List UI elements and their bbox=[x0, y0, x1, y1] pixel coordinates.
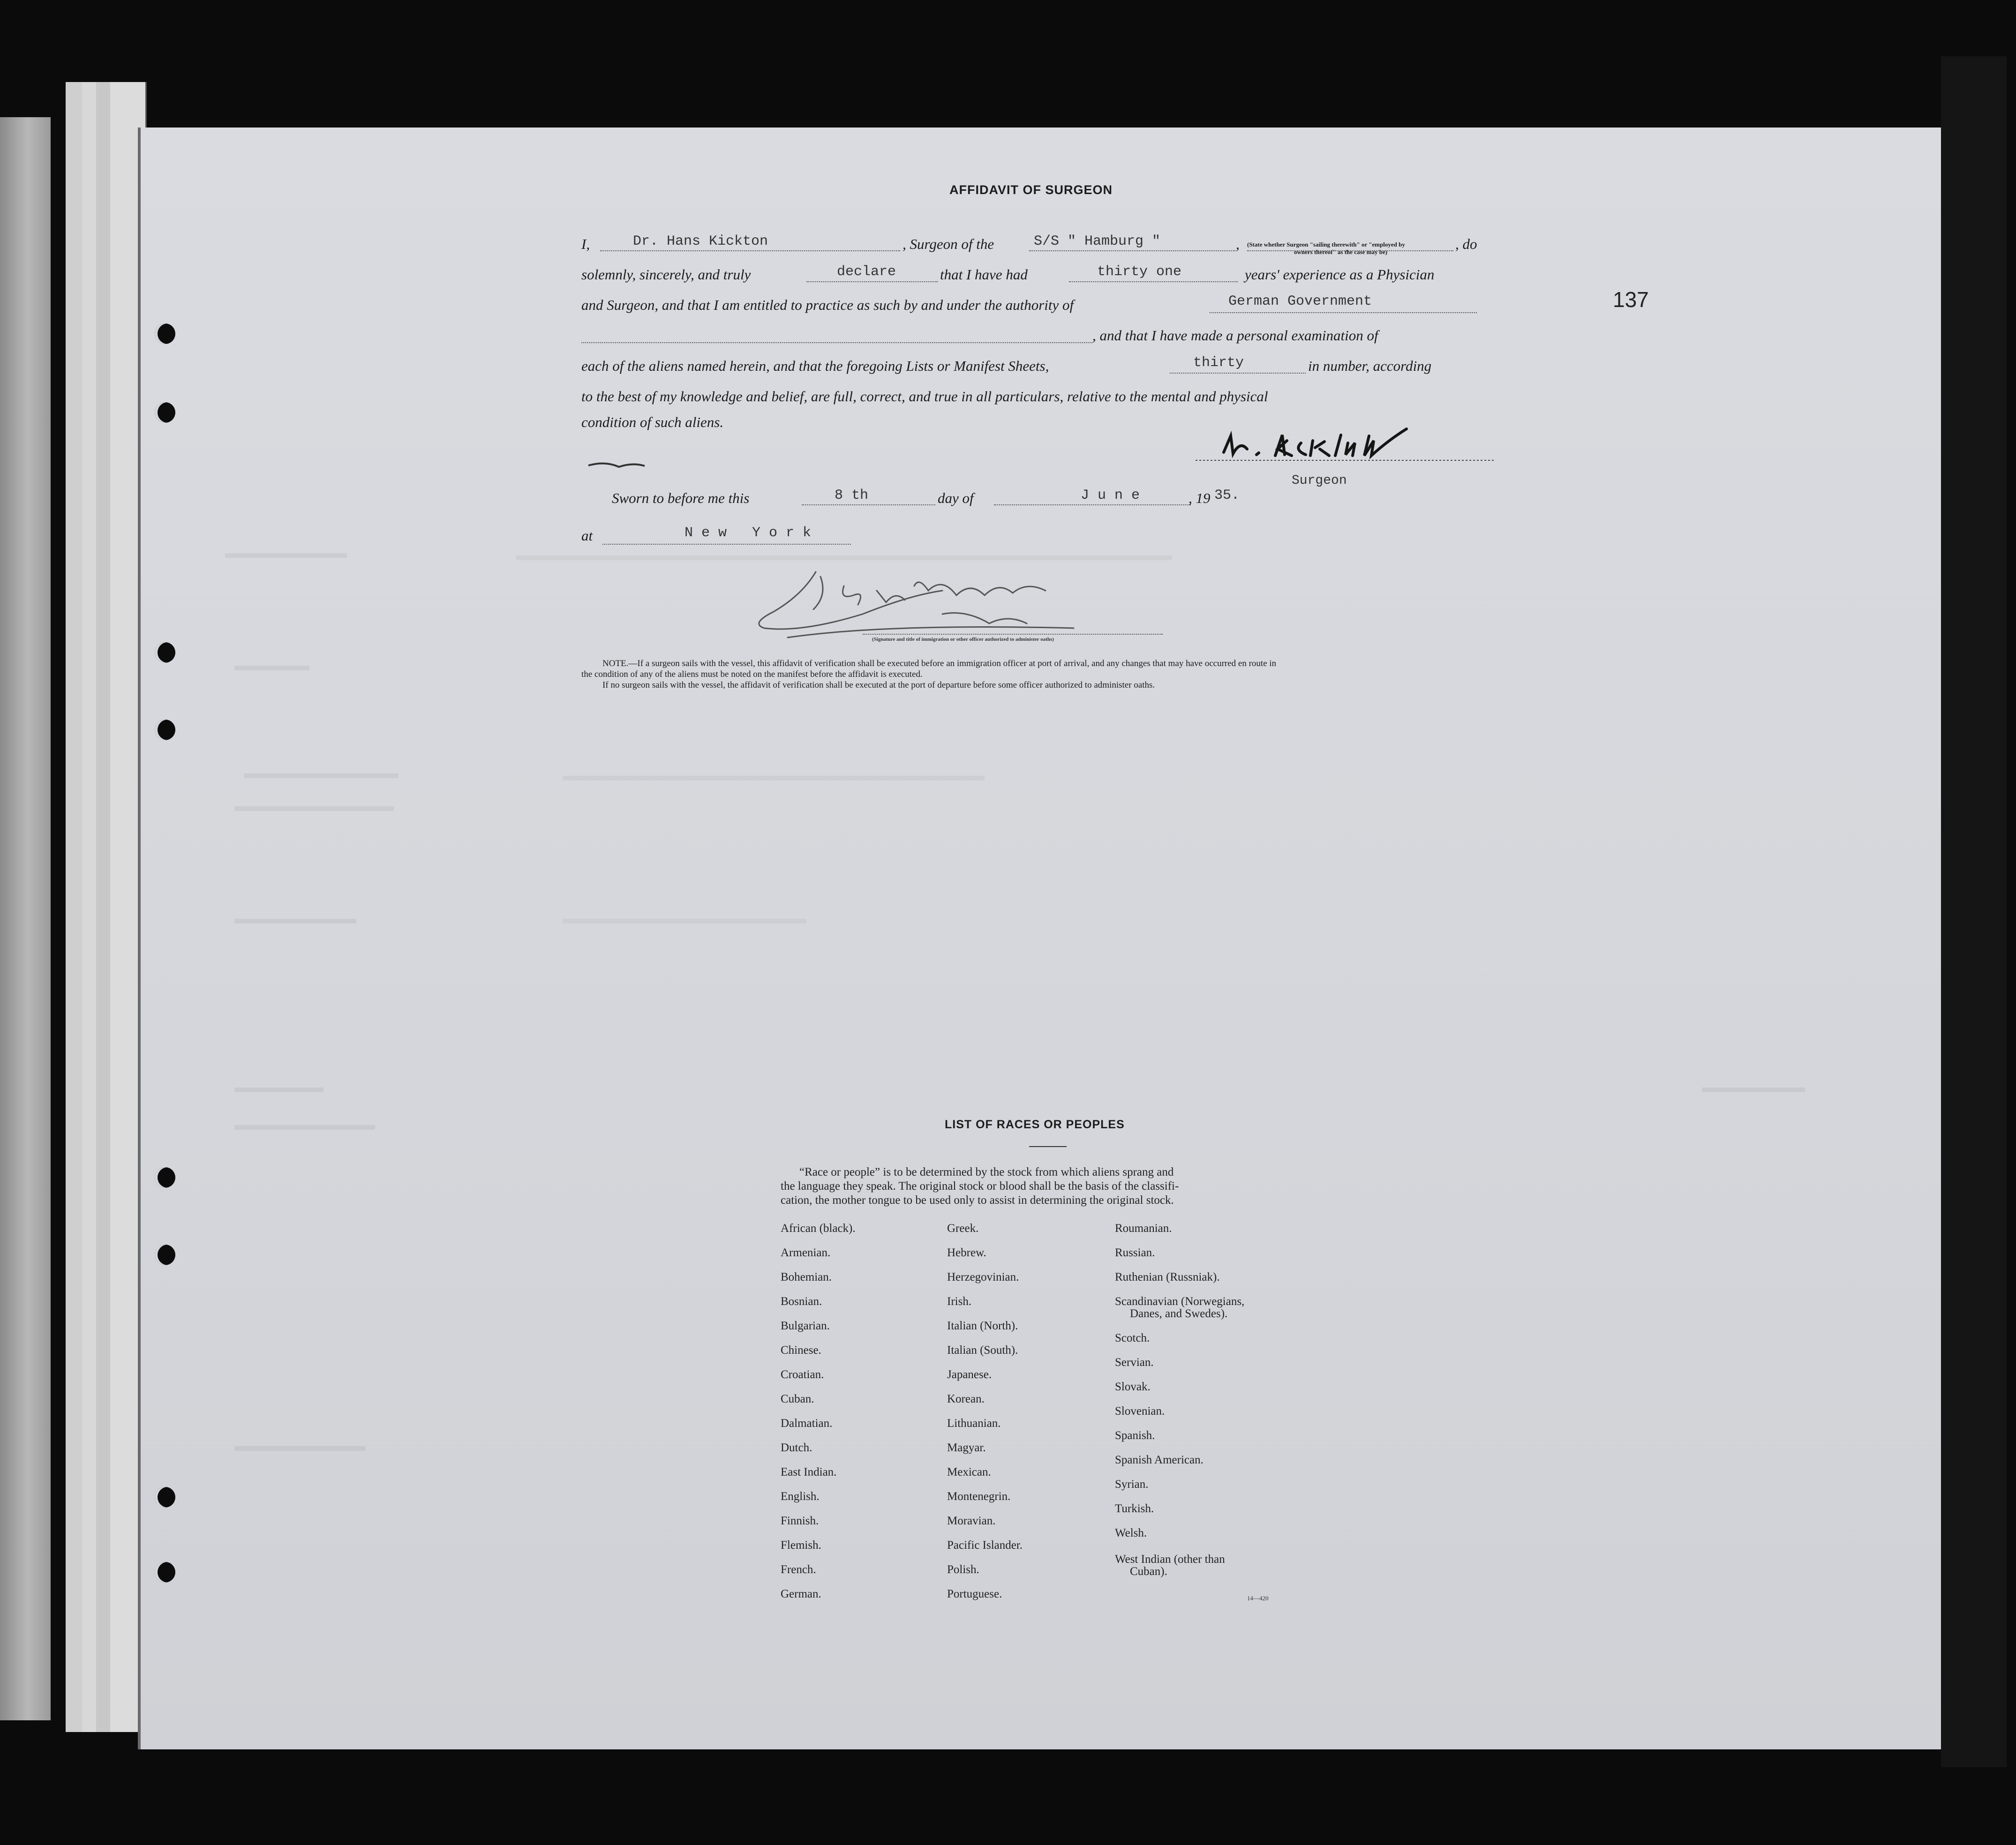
affidavit-text: in number, according bbox=[1308, 358, 1432, 374]
sworn-text: Sworn to before me this bbox=[612, 490, 750, 506]
race-item: French. bbox=[781, 1563, 816, 1576]
race-item: Russian. bbox=[1115, 1246, 1155, 1259]
race-item: Scotch. bbox=[1115, 1332, 1150, 1344]
note-label: NOTE. bbox=[602, 659, 629, 668]
affidavit-text: to the best of my knowledge and belief, are full, correct, and true in all particulars, relative to the mental and physical bbox=[581, 388, 1268, 405]
fill-line bbox=[600, 250, 900, 251]
race-item: Cuban). bbox=[1130, 1565, 1167, 1578]
race-item: Magyar. bbox=[947, 1441, 986, 1454]
sworn-day-value: 8 th bbox=[835, 488, 869, 503]
race-item: English. bbox=[781, 1490, 820, 1503]
race-item: Lithuanian. bbox=[947, 1417, 1001, 1430]
fill-line bbox=[863, 634, 1163, 635]
title-rule bbox=[1029, 1146, 1067, 1147]
fill-line bbox=[1247, 250, 1453, 251]
bleed-through-mark bbox=[1702, 1088, 1805, 1092]
surgeon-label: Surgeon bbox=[1292, 473, 1347, 488]
note-line: the condition of any of the aliens must be noted on the manifest before the affidavit is executed. bbox=[581, 669, 923, 679]
races-title: LIST OF RACES OR PEOPLES bbox=[945, 1118, 1125, 1131]
race-item: Turkish. bbox=[1115, 1502, 1154, 1515]
affidavit-text: solemnly, sincerely, and truly bbox=[581, 266, 751, 283]
page-number: 137 bbox=[1613, 287, 1649, 312]
sworn-text: day of bbox=[938, 490, 974, 506]
declaration-value: declare bbox=[837, 264, 896, 280]
race-item: Spanish. bbox=[1115, 1429, 1155, 1442]
race-item: Greek. bbox=[947, 1222, 979, 1235]
race-item: African (black). bbox=[781, 1222, 856, 1235]
surgeon-name-value: Dr. Hans Kickton bbox=[633, 233, 768, 249]
race-item: Dutch. bbox=[781, 1441, 812, 1454]
punch-hole bbox=[155, 1245, 175, 1265]
race-item: Armenian. bbox=[781, 1246, 831, 1259]
bleed-through-mark bbox=[234, 919, 356, 923]
affidavit-text: condition of such aliens. bbox=[581, 414, 724, 430]
race-item: Pacific Islander. bbox=[947, 1539, 1023, 1552]
race-item: Polish. bbox=[947, 1563, 979, 1576]
note-text bbox=[602, 659, 1276, 669]
race-item: Cuban. bbox=[781, 1393, 814, 1405]
bleed-through-mark bbox=[563, 776, 985, 780]
race-item: Hebrew. bbox=[947, 1246, 986, 1259]
race-item: Moravian. bbox=[947, 1515, 996, 1527]
status-note: owners thereof" as the case may be) bbox=[1294, 248, 1388, 255]
punch-hole bbox=[155, 1487, 175, 1508]
race-item: Spanish American. bbox=[1115, 1454, 1204, 1466]
races-intro-line: “Race or people” is to be determined by the stock from which aliens sprang and bbox=[799, 1166, 1174, 1178]
fill-line bbox=[802, 504, 935, 505]
at-label: at bbox=[581, 527, 593, 544]
fill-line bbox=[1029, 250, 1235, 251]
bleed-through-mark bbox=[225, 553, 347, 558]
punch-hole bbox=[155, 642, 175, 663]
officer-signature bbox=[745, 558, 1102, 642]
pen-mark bbox=[586, 458, 647, 472]
race-item: Slovenian. bbox=[1115, 1405, 1165, 1418]
punch-hole bbox=[155, 720, 175, 740]
punch-hole bbox=[155, 1167, 175, 1188]
bleed-through-mark bbox=[234, 1125, 375, 1130]
affidavit-title: AFFIDAVIT OF SURGEON bbox=[949, 183, 1113, 197]
fill-line bbox=[1170, 373, 1306, 374]
fill-line bbox=[1210, 312, 1477, 313]
race-item: Servian. bbox=[1115, 1356, 1154, 1369]
race-item: Flemish. bbox=[781, 1539, 821, 1552]
authority-value: German Government bbox=[1228, 293, 1372, 309]
races-intro-line: cation, the mother tongue to be used only to assist in determining the original stock. bbox=[781, 1194, 1174, 1207]
officer-caption: (Signature and title of immigration or other officer authorized to administer oaths) bbox=[872, 637, 1054, 642]
bleed-through-mark bbox=[244, 773, 399, 778]
affidavit-text: , bbox=[1236, 236, 1240, 252]
note-line: If no surgeon sails with the vessel, the affidavit of verification shall be executed at the port of departure before some officer authorized to administer oaths. bbox=[602, 680, 1155, 690]
punch-hole bbox=[155, 1562, 175, 1582]
affidavit-text: years' experience as a Physician bbox=[1245, 266, 1435, 283]
affidavit-text: , and that I have made a personal examination of bbox=[1092, 327, 1378, 344]
race-item: Croatian. bbox=[781, 1368, 824, 1381]
race-item: Japanese. bbox=[947, 1368, 992, 1381]
punch-hole bbox=[155, 323, 175, 344]
punch-hole bbox=[155, 402, 175, 423]
race-item: West Indian (other than bbox=[1115, 1553, 1225, 1566]
race-item: Korean. bbox=[947, 1393, 985, 1405]
race-item: Herzegovinian. bbox=[947, 1271, 1019, 1283]
bleed-through-mark bbox=[234, 806, 394, 811]
fill-line bbox=[581, 342, 1092, 343]
fill-line bbox=[1069, 281, 1238, 282]
race-item: Chinese. bbox=[781, 1344, 821, 1357]
affidavit-text: each of the aliens named herein, and that the foregoing Lists or Manifest Sheets, bbox=[581, 358, 1049, 374]
race-item: Italian (South). bbox=[947, 1344, 1018, 1357]
race-item: Italian (North). bbox=[947, 1320, 1018, 1332]
surgeon-signature bbox=[1186, 422, 1505, 473]
race-item: Mexican. bbox=[947, 1466, 991, 1478]
race-item: Scandinavian (Norwegians, bbox=[1115, 1295, 1245, 1308]
race-item: German. bbox=[781, 1588, 821, 1600]
sheet-count-value: thirty bbox=[1193, 355, 1244, 371]
affidavit-text: , Surgeon of the bbox=[903, 236, 994, 252]
fill-line bbox=[806, 281, 938, 282]
bleed-through-mark bbox=[234, 666, 309, 670]
race-item: Irish. bbox=[947, 1295, 972, 1308]
adjacent-page-strip bbox=[0, 117, 51, 1720]
place-value: N e w Y o r k bbox=[685, 525, 812, 541]
form-code: 14—420 bbox=[1247, 1595, 1269, 1602]
race-item: Roumanian. bbox=[1115, 1222, 1172, 1235]
affidavit-text: , do bbox=[1455, 236, 1477, 252]
races-intro-line: the language they speak. The original stock or blood shall be the basis of the classifi- bbox=[781, 1180, 1179, 1192]
race-item: Danes, and Swedes). bbox=[1130, 1307, 1228, 1320]
sworn-year-value: 35. bbox=[1214, 488, 1240, 503]
bleed-through-mark bbox=[234, 1088, 323, 1092]
bleed-through-mark bbox=[563, 919, 806, 923]
race-item: Montenegrin. bbox=[947, 1490, 1011, 1503]
sworn-month-value: J u n e bbox=[1081, 488, 1140, 503]
race-item: Bulgarian. bbox=[781, 1320, 830, 1332]
race-item: Bohemian. bbox=[781, 1271, 832, 1283]
note-line: —If a surgeon sails with the vessel, this affidavit of verification shall be executed before an immigration officer at port of arrival, and any changes that may have occurred en route in bbox=[628, 659, 1277, 668]
sworn-text: , 19 bbox=[1189, 490, 1211, 506]
race-item: Ruthenian (Russniak). bbox=[1115, 1271, 1220, 1283]
years-experience-value: thirty one bbox=[1097, 264, 1182, 280]
status-note: (State whether Surgeon "sailing therewith" or "employed by bbox=[1247, 241, 1405, 248]
scanner-background-right bbox=[1941, 56, 2007, 1767]
affidavit-text: I, bbox=[581, 236, 590, 252]
race-item: Syrian. bbox=[1115, 1478, 1149, 1491]
ship-name-value: S/S " Hamburg " bbox=[1034, 233, 1161, 249]
affidavit-text: and Surgeon, and that I am entitled to practice as such by and under the authority of bbox=[581, 297, 1074, 313]
fill-line bbox=[994, 504, 1191, 505]
race-item: Slovak. bbox=[1115, 1380, 1151, 1393]
race-item: Portuguese. bbox=[947, 1588, 1002, 1600]
race-item: Welsh. bbox=[1115, 1527, 1147, 1539]
bleed-through-mark bbox=[234, 1446, 366, 1451]
race-item: Bosnian. bbox=[781, 1295, 822, 1308]
fill-line bbox=[602, 544, 851, 545]
affidavit-text: that I have had bbox=[940, 266, 1028, 283]
race-item: Dalmatian. bbox=[781, 1417, 833, 1430]
race-item: East Indian. bbox=[781, 1466, 837, 1478]
race-item: Finnish. bbox=[781, 1515, 819, 1527]
